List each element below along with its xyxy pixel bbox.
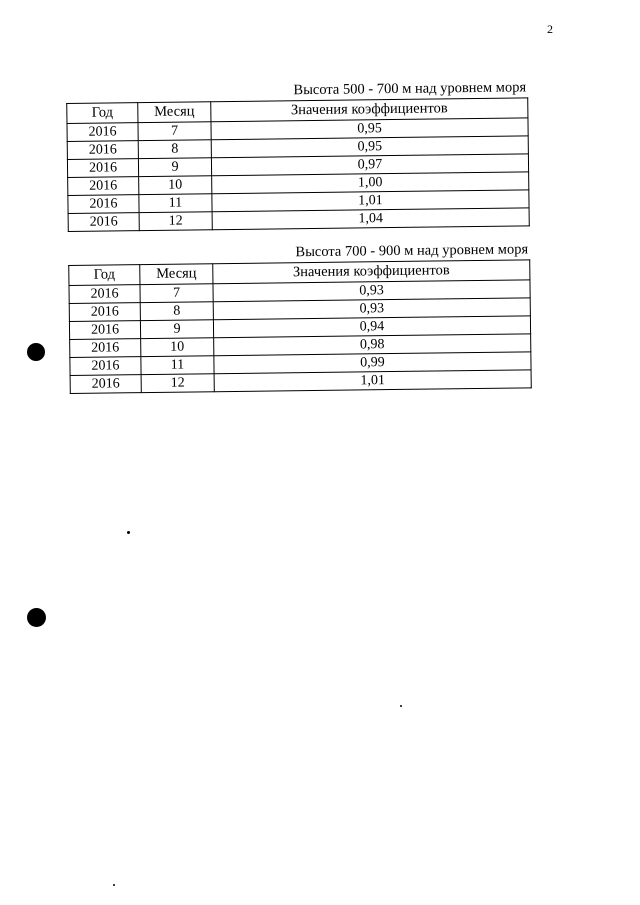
cell-value: 0,93 [213,280,530,302]
cell-year: 2016 [67,141,138,160]
cell-year: 2016 [67,159,138,178]
table-caption: Высота 700 - 900 м над уровнем моря [295,241,529,261]
header-value: Значения коэффициентов [213,260,530,284]
cell-value: 1,04 [212,208,529,230]
cell-value: 1,01 [212,190,529,212]
cell-month: 12 [139,212,212,231]
cell-month: 8 [138,140,211,159]
cell-value: 0,99 [214,352,531,374]
header-value: Значения коэффициентов [211,98,528,122]
cell-month: 8 [140,302,213,321]
cell-value: 0,93 [213,298,530,320]
cell-month: 11 [141,356,214,375]
header-year: Год [69,265,140,286]
cell-month: 7 [138,122,211,141]
cell-month: 12 [141,374,214,393]
cell-value: 1,00 [212,172,529,194]
cell-value: 0,95 [211,136,528,158]
page-number: 2 [547,22,553,36]
scan-speck [400,705,402,707]
coefficient-table [68,259,532,394]
coefficient-table-block-700-900 [68,240,532,394]
punch-hole-mark [27,343,45,361]
header-year: Год [67,103,138,124]
cell-year: 2016 [68,177,139,196]
table-caption: Высота 500 - 700 м над уровнем моря [293,79,527,99]
scan-speck [113,884,115,886]
cell-month: 7 [140,284,213,303]
scan-speck [127,531,130,534]
cell-month: 9 [138,158,211,177]
cell-month: 9 [140,320,213,339]
punch-hole-mark [27,608,46,627]
cell-month: 10 [139,176,212,195]
cell-year: 2016 [67,123,138,142]
cell-year: 2016 [68,195,139,214]
header-month: Месяц [138,102,211,123]
cell-value: 0,98 [214,334,531,356]
cell-year: 2016 [70,375,141,394]
cell-value: 0,94 [213,316,530,338]
coefficient-table [66,97,530,232]
header-month: Месяц [140,264,213,285]
cell-month: 11 [139,194,212,213]
cell-year: 2016 [69,321,140,340]
cell-year: 2016 [70,339,141,358]
cell-year: 2016 [68,213,139,232]
cell-month: 10 [141,338,214,357]
cell-year: 2016 [70,357,141,376]
cell-year: 2016 [69,303,140,322]
cell-value: 1,01 [214,370,531,392]
coefficient-table-block-500-700 [66,78,530,232]
cell-value: 0,97 [211,154,528,176]
cell-year: 2016 [69,285,140,304]
cell-value: 0,95 [211,118,528,140]
